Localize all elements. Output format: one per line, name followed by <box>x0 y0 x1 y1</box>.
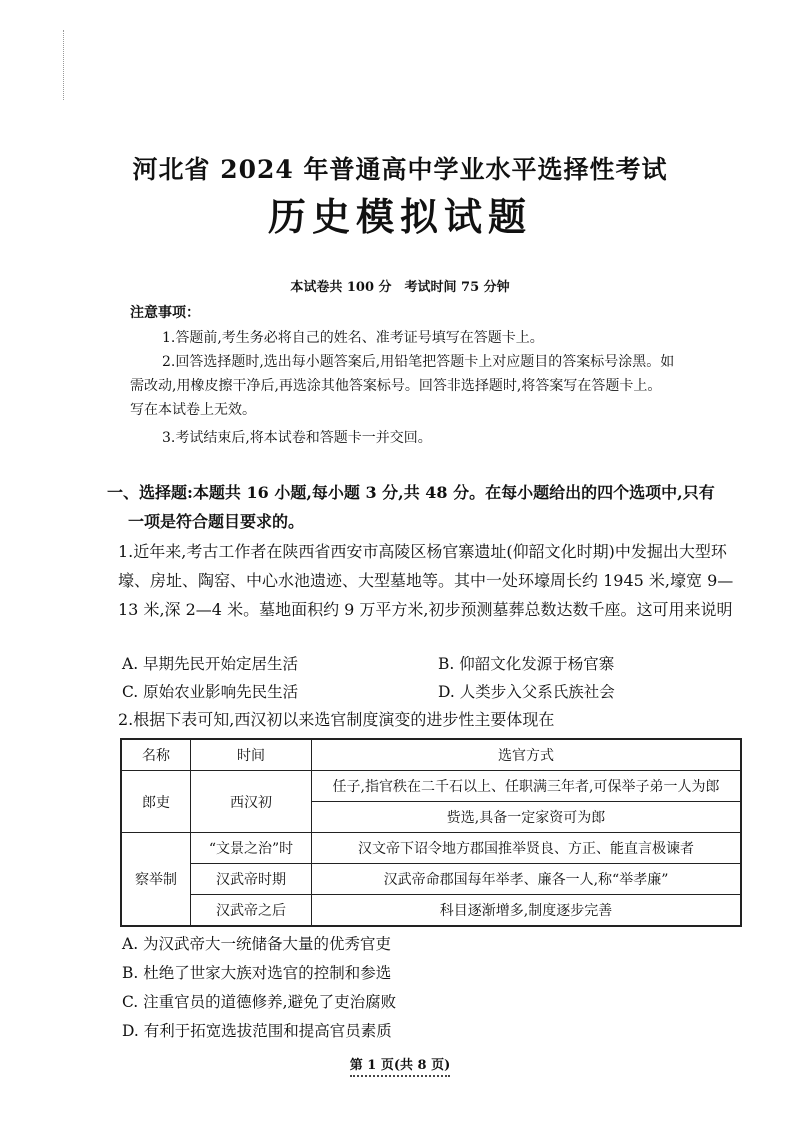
table-cell-time: 汉武帝之后 <box>191 895 312 927</box>
table-header-method: 选官方式 <box>312 739 742 771</box>
section-heading <box>107 478 747 536</box>
table-cell-method: 汉文帝下诏令地方郡国推举贤良、方正、能直言极谏者 <box>312 833 742 864</box>
notice-item-2: 2.回答选择题时,选出每小题答案后,用铅笔把答题卡上对应题目的答案标号涂黑。如需改动,用橡皮擦干净后,再选涂其他答案标号。回答非选择题时,将答案写在答题卡上。写在本试卷上无效。 <box>130 354 675 418</box>
selection-system-table <box>120 738 742 927</box>
binding-margin-mark <box>63 30 66 100</box>
table-cell-method: 任子,指官秩在二千石以上、任职满三年者,可保举子弟一人为郎 <box>312 771 742 802</box>
notice-heading: 注意事项： <box>130 305 200 321</box>
table-header-name: 名称 <box>121 739 191 771</box>
question-2-option-c: C. 注重官员的道德修养,避免了吏治腐败 <box>122 993 397 1011</box>
question-2-option-d: D. 有利于拓宽选拔范围和提高官员素质 <box>122 1022 392 1040</box>
table-cell-method: 汉武帝命郡国每年举孝、廉各一人,称“举孝廉” <box>312 864 742 895</box>
table-row <box>121 833 741 864</box>
table-row <box>121 864 741 895</box>
question-2-stem: 2.根据下表可知,西汉初以来选官制度演变的进步性主要体现在 <box>118 710 555 729</box>
page-footer <box>0 1054 800 1073</box>
exam-meta: 本试卷共 100 分 考试时间 75 分钟 <box>290 280 510 295</box>
question-1-option-c: C. 原始农业影响先民生活 <box>122 683 299 701</box>
table-cell-time: 西汉初 <box>191 771 312 833</box>
table-cell-name: 郎吏 <box>121 771 191 833</box>
question-1-option-d: D. 人类步入父系氏族社会 <box>438 683 615 701</box>
question-2-option-a: A. 为汉武帝大一统储备大量的优秀官吏 <box>122 935 392 953</box>
table-cell-name: 察举制 <box>121 833 191 927</box>
question-2-option-b: B. 杜绝了世家大族对选官的控制和参选 <box>122 964 392 982</box>
subject-title: 历史模拟试题 <box>267 194 532 239</box>
question-1-stem: 1.近年来,考古工作者在陕西省西安市高陵区杨官寨遗址(仰韶文化时期)中发掘出大型环壕、房址、陶窑、中心水池遗迹、大型墓地等。其中一处环壕周长约 1945 米,壕宽 9—13 米,深 2—4 米。墓地面积约 9 万平方米,初步预测墓葬总数达数千座。这可用来说明 <box>118 542 734 619</box>
table-cell-time: 汉武帝时期 <box>191 864 312 895</box>
table-cell-method: 赀选,具备一定家资可为郎 <box>312 802 742 833</box>
table-cell-method: 科目逐渐增多,制度逐步完善 <box>312 895 742 927</box>
table-row <box>121 771 741 802</box>
table-header-row <box>121 739 741 771</box>
exam-title: 河北省 2024 年普通高中学业水平选择性考试 <box>132 155 668 184</box>
notice-item-3: 3.考试结束后,将本试卷和答题卡一并交回。 <box>162 430 432 446</box>
table-cell-time: “文景之治”时 <box>191 833 312 864</box>
notice-item-1: 1.答题前,考生务必将自己的姓名、准考证号填写在答题卡上。 <box>162 330 544 346</box>
section-heading-line2: 一项是符合题目要求的。 <box>128 512 305 531</box>
table-header-time: 时间 <box>191 739 312 771</box>
section-heading-line1: 一、选择题:本题共 16 小题,每小题 3 分,共 48 分。在每小题给出的四个选项中,只有 <box>107 483 715 502</box>
table-row <box>121 895 741 927</box>
question-1-option-a: A. 早期先民开始定居生活 <box>122 655 299 673</box>
question-1-option-b: B. 仰韶文化发源于杨官寨 <box>438 655 615 673</box>
page-number: 第 1 页(共 8 页) <box>350 1058 451 1077</box>
